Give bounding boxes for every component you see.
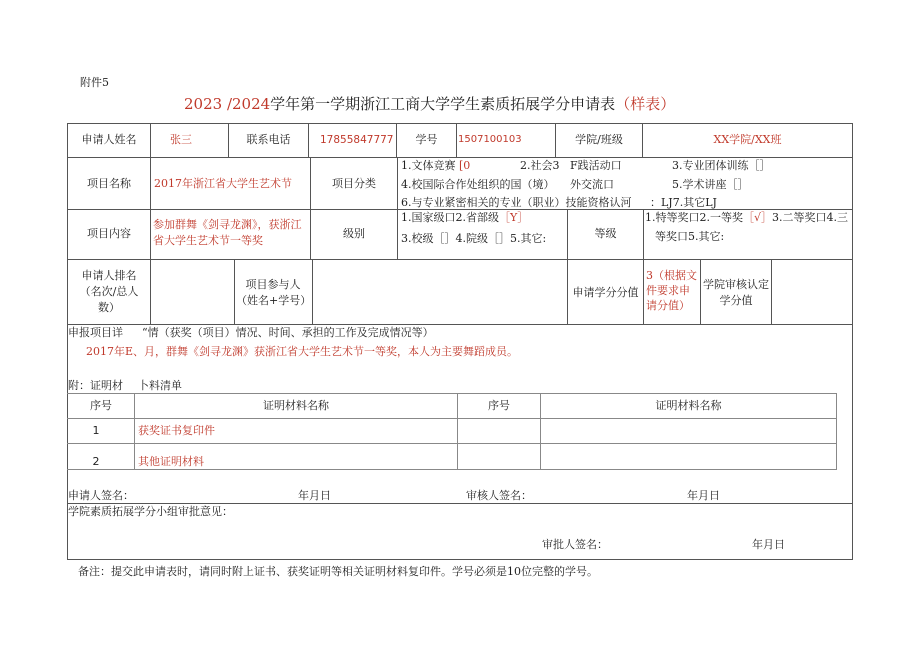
college-review-label: 学院审核认定学分值	[703, 278, 769, 307]
title-year: 2023 /2024	[184, 95, 271, 113]
category-option-4[interactable]: 4.校国际合作处组织的国（境）	[401, 178, 555, 191]
credit-value-label: 申请学分分值	[572, 286, 639, 299]
details-instruction: “情（获奖（项目）情况、时间、承担的工作及完成情况等）	[142, 326, 434, 339]
grade-option-line1[interactable]: 1.特等奖口2.一等奖［√］3.二等奖口4.三	[645, 211, 849, 224]
applicant-name-label: 申请人姓名	[81, 133, 137, 146]
project-name-label: 项目名称	[87, 177, 131, 190]
category-option-2-cont: F践活动口	[570, 159, 622, 172]
materials-col-name: 证明材料名称	[263, 399, 329, 412]
details-text[interactable]: 2017年E、月，群舞《剑寻龙渊》获浙江省大学生艺术节一等奖，本人为主要舞蹈成员。	[86, 345, 519, 358]
phone-label: 联系电话	[246, 133, 291, 146]
student-id-label: 学号	[415, 133, 438, 146]
details-label: 申报项目详	[68, 326, 123, 339]
category-option-1[interactable]: 1.文体竞赛 [0	[401, 159, 471, 172]
table-row-no: 2	[92, 455, 100, 468]
project-content-label: 项目内容	[87, 227, 131, 240]
materials-label-cont: 卜料清单	[138, 379, 182, 392]
materials-col-no: 序号	[90, 399, 112, 412]
category-option-3[interactable]: 3.专业团体训练［］	[672, 159, 771, 172]
applicant-signature-date: 年月日	[298, 489, 331, 502]
title-main: 学年第一学期浙江工商大学学生素质拓展学分申请表	[270, 95, 616, 113]
reviewer-signature-label: 审核人签名：	[466, 489, 532, 502]
participants-label: 项目参与人（姓名+学号）	[236, 278, 312, 307]
approver-signature-date: 年月日	[752, 538, 785, 551]
page-title	[184, 95, 675, 113]
footer-note: 备注：提交此申请表时，请同时附上证书、获奖证明等相关证明材料复印件。学号必须是10位完整的学号。	[78, 565, 598, 578]
table-row-name[interactable]: 其他证明材料	[138, 455, 204, 468]
attachment-label: 附件5	[80, 76, 109, 89]
approver-signature-label: 审批人签名：	[542, 538, 608, 551]
category-option-6[interactable]: 6.与专业紧密相关的专业（职业）技能资格认河	[401, 196, 632, 209]
materials-col-name-2: 证明材料名称	[655, 399, 722, 412]
project-name-value[interactable]: 2017年浙江省大学生艺术节	[154, 177, 292, 190]
college-class-value[interactable]: XX学院/XX班	[713, 133, 782, 146]
applicant-name-value[interactable]: 张三	[170, 133, 192, 146]
table-row-no: 1	[92, 424, 100, 437]
level-option-line2[interactable]: 3.校级［］4.院级［］5.其它:	[401, 232, 547, 245]
college-class-label: 学院/班级	[575, 133, 623, 146]
group-opinion-label: 学院素质拓展学分小组审批意见：	[68, 505, 233, 518]
category-option-4-cont: 外交流口	[570, 178, 614, 191]
applicant-signature-label: 申请人签名：	[68, 489, 134, 502]
level-option-line1[interactable]: 1.国家级口2.省部级［Y］	[401, 211, 529, 224]
applicant-rank-label: 申请人排名（名次/总人数）	[79, 269, 139, 314]
category-option-2[interactable]: 2.社会3	[520, 159, 560, 172]
student-id-value[interactable]: 1507100103	[458, 134, 522, 145]
credit-value[interactable]: 3（根据文件要求申请分值）	[646, 269, 697, 312]
level-label: 级别	[343, 227, 365, 240]
project-category-label: 项目分类	[332, 177, 376, 190]
phone-value[interactable]: 17855847777	[320, 134, 394, 146]
grade-option-line2[interactable]: 等奖口5.其它:	[655, 230, 725, 243]
grade-label: 等级	[594, 227, 617, 240]
table-row-name[interactable]: 获奖证书复印件	[138, 424, 215, 437]
materials-col-no-2: 序号	[488, 399, 510, 412]
category-option-7[interactable]: ：LJ7.其它LJ	[650, 196, 717, 209]
title-sample: （样表）	[615, 95, 676, 113]
materials-label: 附：证明材	[68, 379, 123, 392]
project-content-value[interactable]: 参加群舞《剑寻龙渊》，获浙江省大学生艺术节一等奖	[153, 218, 302, 247]
reviewer-signature-date: 年月日	[687, 489, 720, 502]
category-option-5[interactable]: 5.学术讲座［］	[672, 178, 749, 191]
